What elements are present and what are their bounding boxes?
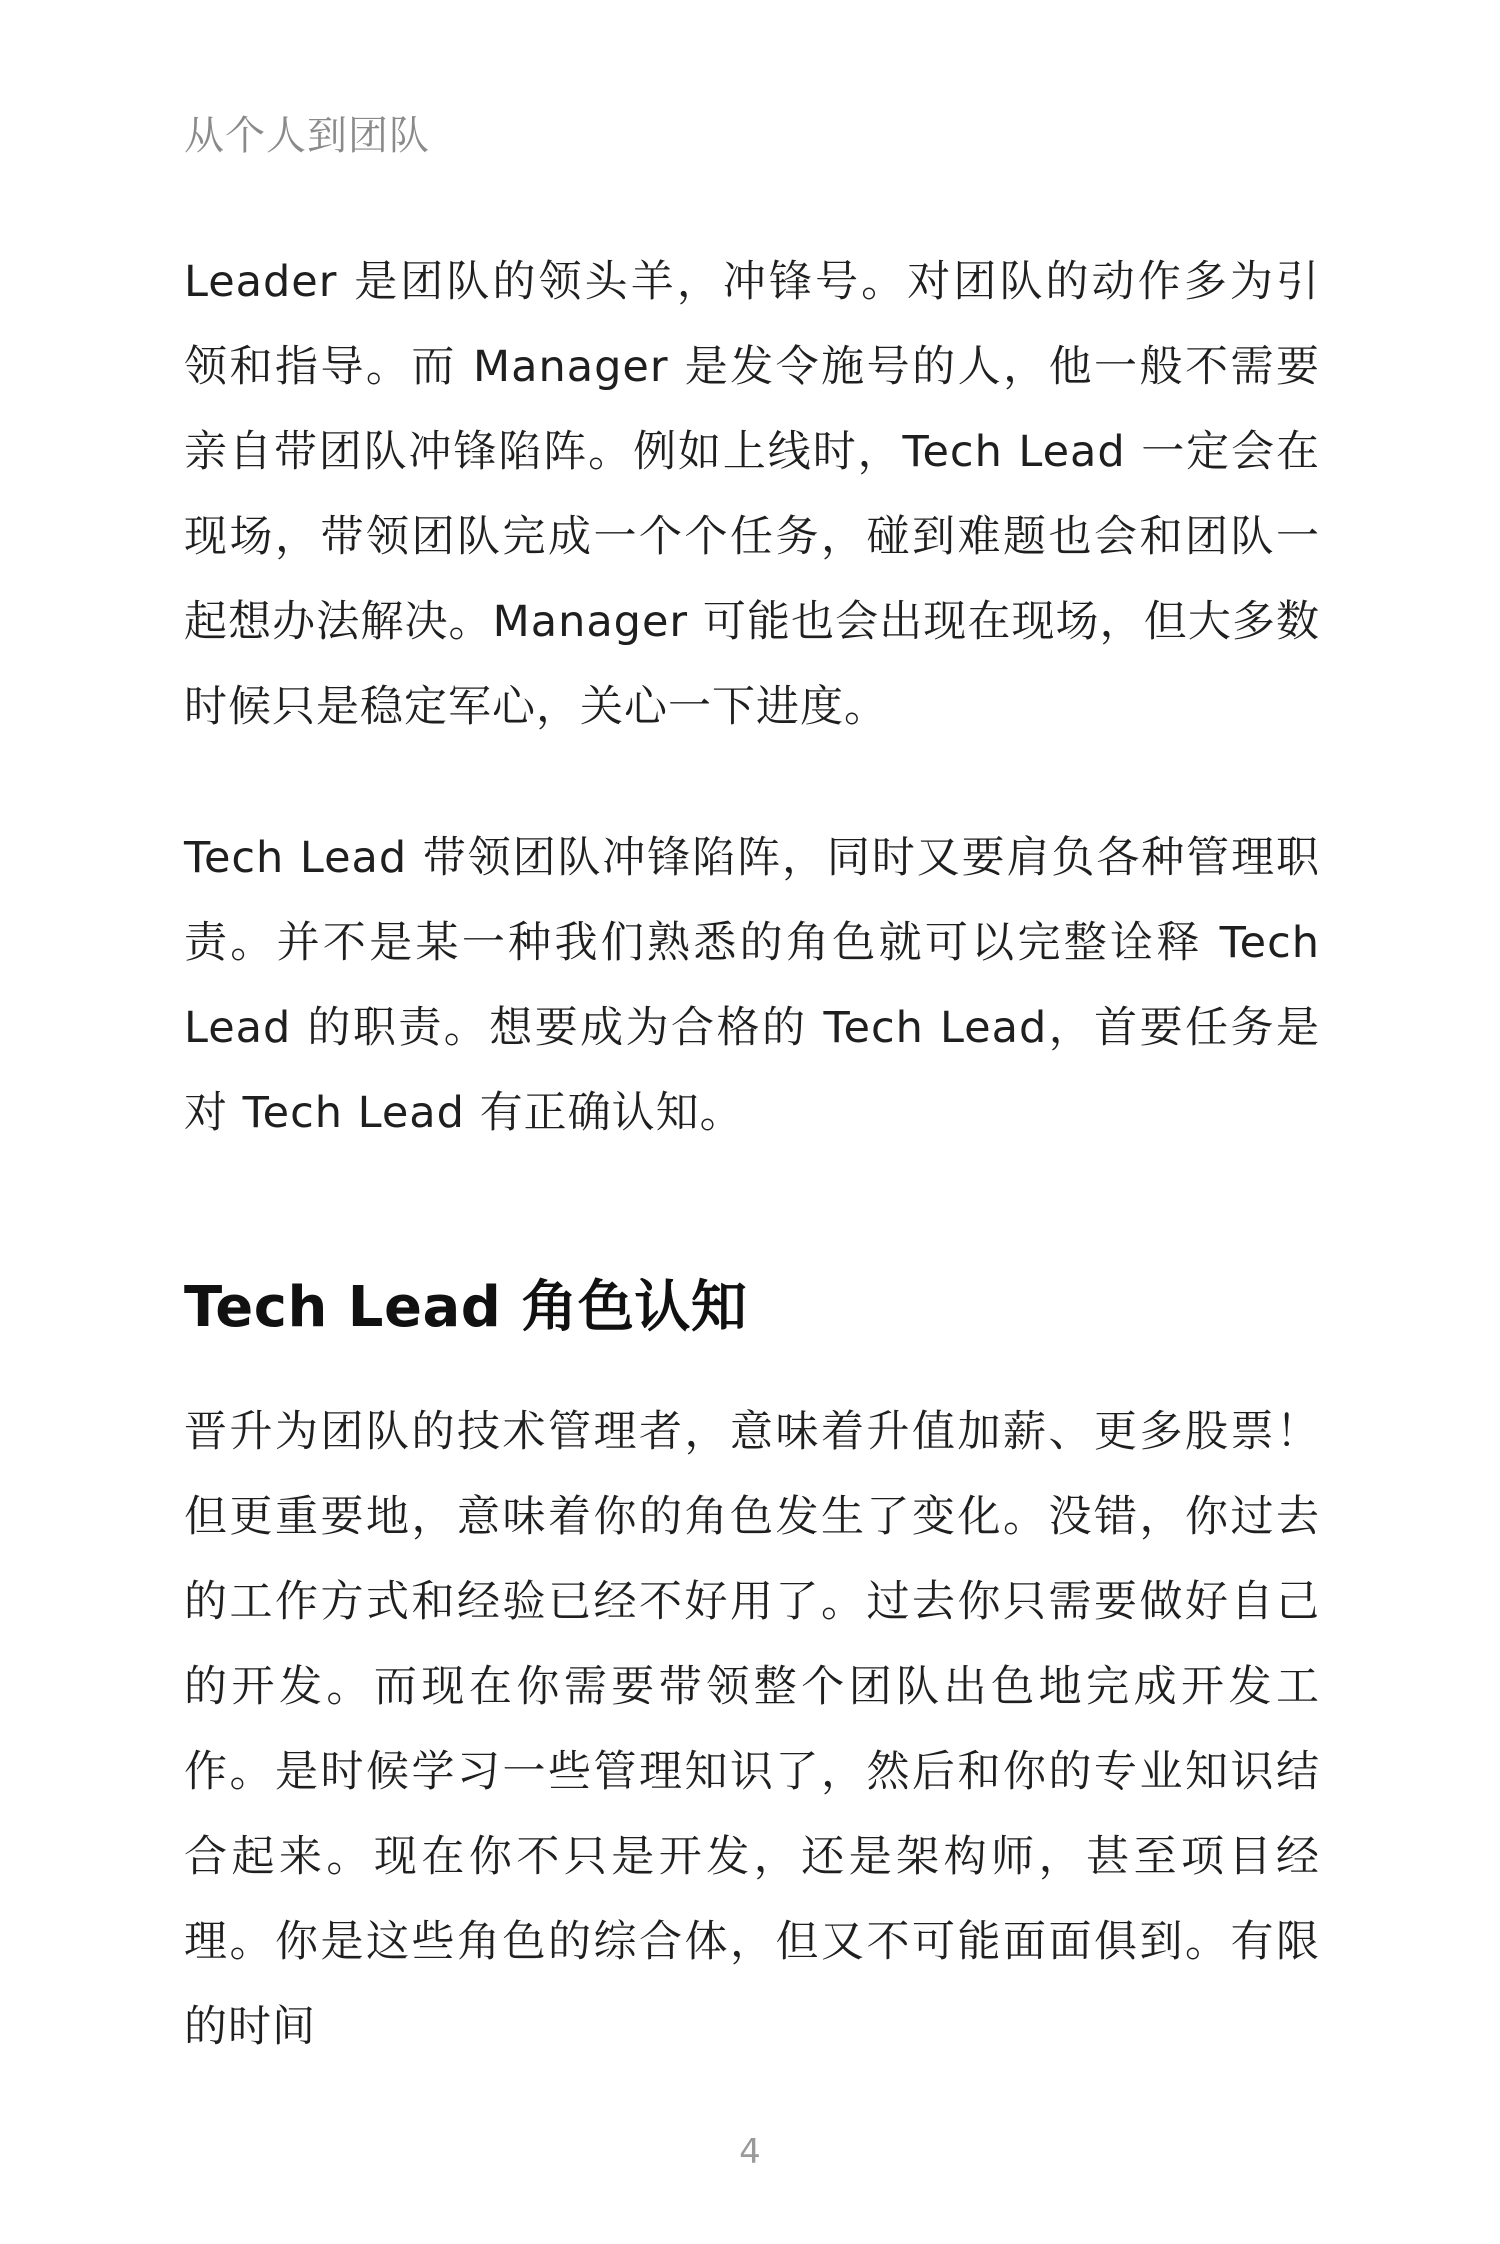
- paragraph-tech-lead-duties: Tech Lead 带领团队冲锋陷阵，同时又要肩负各种管理职责。并不是某一种我们熟悉的角色就可以完整诠释 Tech Lead 的职责。想要成为合格的 Tech Lead，首要任务是对 Tech Lead 有正确认知。: [184, 833, 1320, 1138]
- page-content: [184, 240, 1320, 2070]
- page-number: 4: [739, 2132, 761, 2172]
- running-header: 从个人到团队: [184, 113, 430, 159]
- paragraph-role-change: 晋升为团队的技术管理者，意味着升值加薪、更多股票！但更重要地，意味着你的角色发生了变化。没错，你过去的工作方式和经验已经不好用了。过去你只需要做好自己的开发。而现在你需要带领整个团队出色地完成开发工作。是时候学习一些管理知识了，然后和你的专业知识结合起来。现在你不只是开发，还是架构师，甚至项目经理。你是这些角色的综合体，但又不可能面面俱到。有限的时间: [184, 1407, 1320, 2052]
- section-heading: Tech Lead 角色认知: [184, 1275, 748, 1340]
- paragraph-leader-vs-manager: Leader 是团队的领头羊，冲锋号。对团队的动作多为引领和指导。而 Manager 是发令施号的人，他一般不需要亲自带团队冲锋陷阵。例如上线时，Tech Lead 一定会在现场，带领团队完成一个个任务，碰到难题也会和团队一起想办法解决。Manager 可能也会出现在现场，但大多数时候只是稳定军心，关心一下进度。: [184, 257, 1320, 732]
